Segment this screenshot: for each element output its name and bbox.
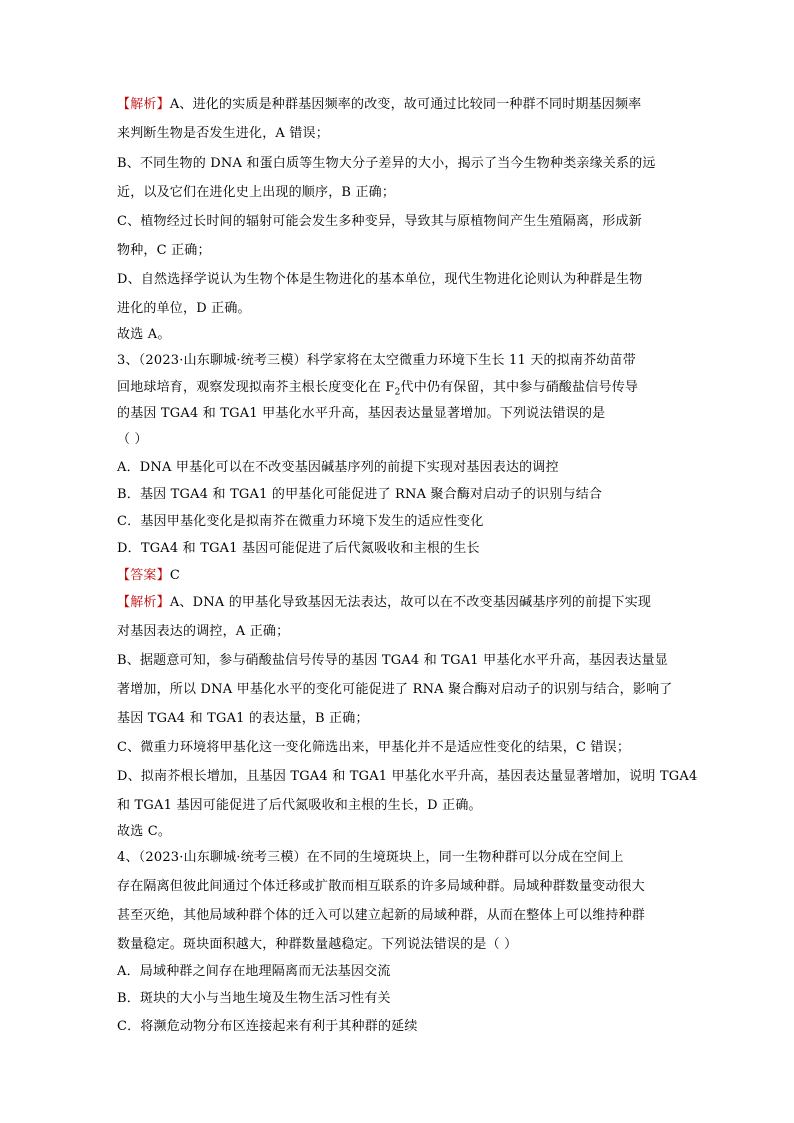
analysis-text: A、DNA 的甲基化导致基因无法表达，故可以在不改变基因碱基序列的前提下实现 xyxy=(169,595,652,610)
conclusion-line: 故选 C。 xyxy=(117,824,172,839)
answer-blank: （ ） xyxy=(117,432,148,447)
analysis-line: 基因 TGA4 和 TGA1 的表达量，B 正确； xyxy=(117,711,369,726)
analysis-line: C、微重力环境将甲基化这一变化筛选出来，甲基化并不是适应性变化的结果，C 错误； xyxy=(117,740,631,755)
question-3-stem xyxy=(117,376,638,398)
analysis-line: C、植物经过长时间的辐射可能会发生多种变异，导致其与原植物间产生生殖隔离，形成新 xyxy=(117,214,642,229)
analysis-label: 【解析】 xyxy=(117,595,170,610)
analysis-label: 【解析】 xyxy=(117,97,170,112)
question-4-stem: 甚至灭绝，其他局域种群个体的迁入可以建立起新的局域种群，从而在整体上可以维持种群 xyxy=(117,908,646,923)
option-a: A．DNA 甲基化可以在不改变基因碱基序列的前提下实现对基因表达的调控 xyxy=(117,460,559,475)
option-b: B．基因 TGA4 和 TGA1 的甲基化可能促进了 RNA 聚合酶对启动子的识别与结合 xyxy=(117,487,603,502)
answer-value: C xyxy=(169,568,180,583)
analysis-line: D、自然选择学说认为生物个体是生物进化的基本单位，现代生物进化论则认为种群是生物 xyxy=(117,272,643,287)
answer-line xyxy=(117,564,180,583)
option-b: B．斑块的大小与当地生境及生物生活习性有关 xyxy=(117,991,391,1006)
analysis-line xyxy=(117,591,651,610)
option-a: A．局域种群之间存在地理隔离而无法基因交流 xyxy=(117,964,391,979)
analysis-line: D、拟南芥根长增加，且基因 TGA4 和 TGA1 甲基化水平升高，基因表达量显著增加，说明 TGA4 xyxy=(117,769,698,784)
analysis-line: 近，以及它们在进化史上出现的顺序，B 正确； xyxy=(117,185,396,200)
option-c: C．基因甲基化变化是拟南芥在微重力环境下发生的适应性变化 xyxy=(117,514,484,529)
answer-label: 【答案】 xyxy=(117,568,170,583)
stem-text: 回地球培育，观察发现拟南芥主根长度变化在 F xyxy=(117,380,395,395)
question-3-stem: 3、（2023·山东聊城·统考三模）科学家将在太空微重力环境下生长 11 天的拟南芥幼苗带 xyxy=(117,353,636,368)
question-4-stem: 存在隔离但彼此间通过个体迁移或扩散而相互联系的许多局域种群。局域种群数量变动很大 xyxy=(117,879,646,894)
analysis-line: 来判断生物是否发生进化，A 错误； xyxy=(117,126,329,141)
analysis-line xyxy=(117,93,641,112)
option-d: D．TGA4 和 TGA1 基因可能促进了后代氮吸收和主根的生长 xyxy=(117,541,480,556)
analysis-line: B、据题意可知，参与硝酸盐信号传导的基因 TGA4 和 TGA1 甲基化水平升高，基因表达量显 xyxy=(117,653,668,668)
option-c: C．将濒危动物分布区连接起来有利于其种群的延续 xyxy=(117,1019,418,1034)
analysis-line: 和 TGA1 基因可能促进了后代氮吸收和主根的生长，D 正确。 xyxy=(117,798,482,813)
analysis-line: 进化的单位，D 正确。 xyxy=(117,301,251,316)
subscript: 2 xyxy=(394,387,401,398)
analysis-text: A、进化的实质是种群基因频率的改变，故可通过比较同一种群不同时期基因频率 xyxy=(169,97,642,112)
analysis-line: B、不同生物的 DNA 和蛋白质等生物大分子差异的大小，揭示了当今生物种类亲缘关系的远 xyxy=(117,156,656,171)
stem-text: 代中仍有保留，其中参与硝酸盐信号传导 xyxy=(400,380,639,395)
analysis-line: 物种，C 正确； xyxy=(117,243,211,258)
conclusion-line: 故选 A。 xyxy=(117,327,171,342)
question-3-stem: 的基因 TGA4 和 TGA1 甲基化水平升高，基因表达量显著增加。下列说法错误的是 xyxy=(117,406,606,421)
question-4-stem: 4、（2023·山东聊城·统考三模）在不同的生境斑块上，同一生物种群可以分成在空间上 xyxy=(117,850,624,865)
question-4-stem: 数量稳定。斑块面积越大，种群数量越稳定。下列说法错误的是（ ） xyxy=(117,937,518,952)
analysis-line: 对基因表达的调控，A 正确； xyxy=(117,624,290,639)
analysis-line: 著增加，所以 DNA 甲基化水平的变化可能促进了 RNA 聚合酶对启动子的识别与结合，影响了 xyxy=(117,682,673,697)
